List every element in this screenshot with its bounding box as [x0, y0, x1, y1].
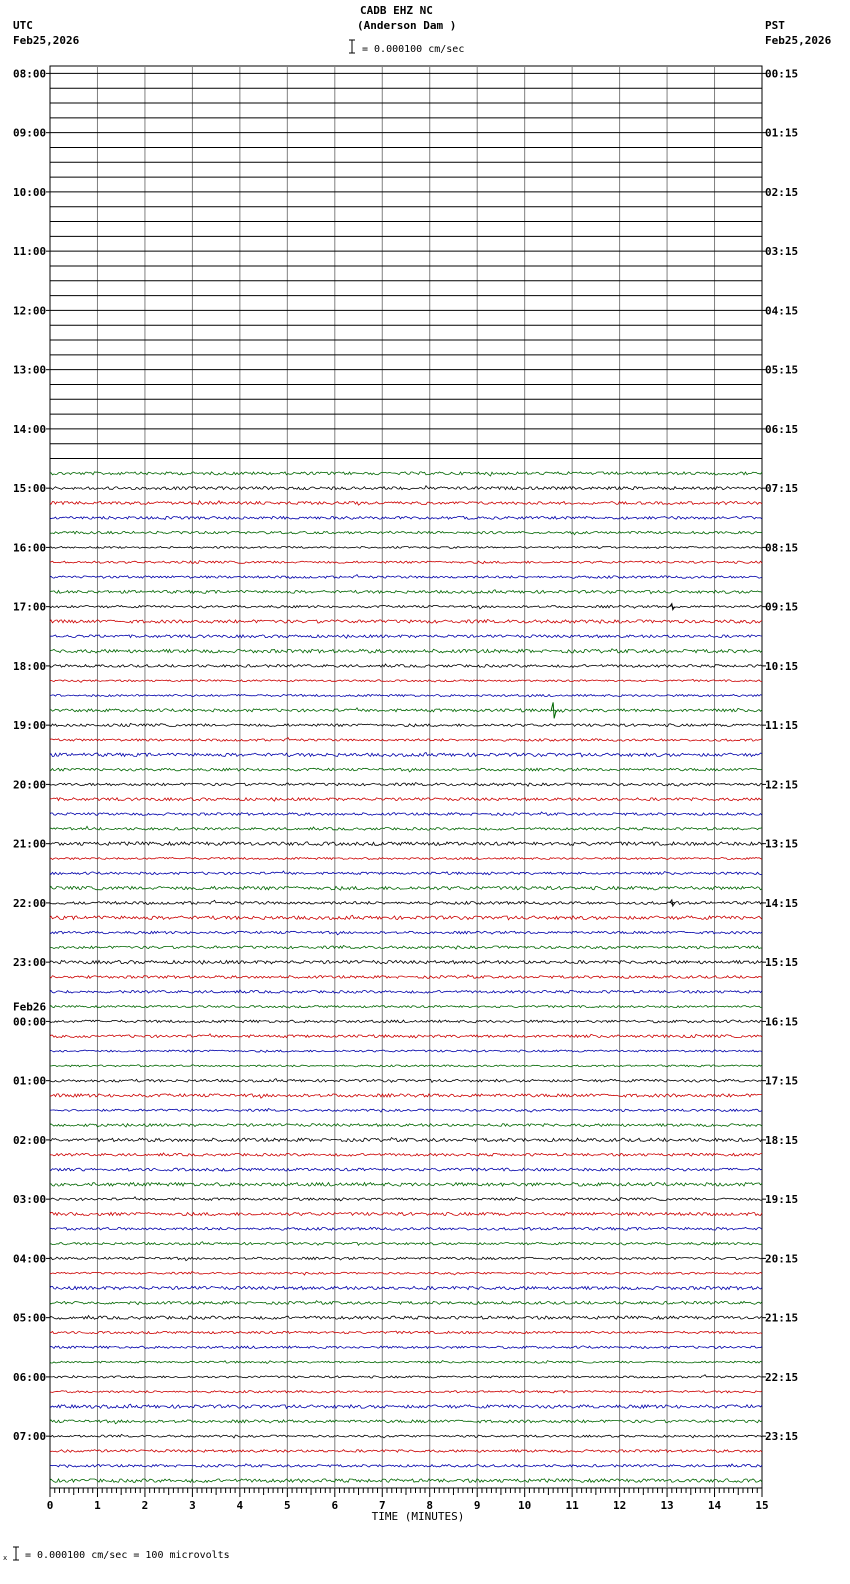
trace-row — [50, 975, 762, 978]
trace-row — [50, 946, 762, 950]
trace-row — [50, 1079, 762, 1083]
utc-hour-label: 00:00 — [13, 1015, 47, 1029]
trace-row — [50, 798, 762, 801]
x-tick-label: 8 — [426, 1499, 434, 1512]
x-tick-label: 6 — [331, 1499, 339, 1512]
pst-hour-label: 04:15 — [765, 304, 799, 318]
trace-row — [50, 679, 762, 682]
utc-hour-label: 22:00 — [13, 896, 47, 910]
trace-row — [50, 1420, 762, 1424]
pst-hour-label: 17:15 — [765, 1074, 799, 1088]
pst-hour-label: 23:15 — [765, 1430, 799, 1444]
pst-start-date: Feb25,2026 — [765, 34, 832, 47]
trace-row — [50, 1450, 762, 1453]
svg-text:x: x — [3, 1554, 8, 1562]
trace-row — [50, 915, 762, 920]
trace-row — [50, 1005, 762, 1008]
trace-row — [50, 1361, 762, 1364]
trace-row — [50, 1434, 762, 1438]
x-tick-label: 11 — [565, 1499, 579, 1512]
trace-row — [50, 1050, 762, 1053]
pst-hour-label: 07:15 — [765, 482, 799, 496]
x-tick-label: 7 — [378, 1499, 386, 1512]
station-location: (Anderson Dam ) — [357, 19, 457, 32]
trace-row — [50, 1168, 762, 1171]
trace-row — [50, 561, 762, 564]
x-axis-label: TIME (MINUTES) — [371, 1510, 465, 1523]
x-tick-label: 5 — [284, 1499, 291, 1512]
trace-row — [50, 472, 762, 476]
trace-row — [50, 1346, 762, 1349]
trace-row — [50, 1391, 762, 1393]
pst-hour-label: 14:15 — [765, 896, 799, 910]
utc-date-change-label: Feb26 — [13, 1000, 47, 1014]
x-tick-label: 9 — [473, 1499, 481, 1512]
trace-row — [50, 1020, 762, 1023]
trace-row — [50, 1404, 762, 1408]
pst-hour-label: 11:15 — [765, 719, 799, 733]
utc-hour-label: 09:00 — [13, 126, 47, 140]
utc-hour-label: 01:00 — [13, 1074, 47, 1088]
pst-hour-label: 01:15 — [765, 126, 799, 140]
x-tick-label: 0 — [46, 1499, 54, 1512]
trace-row — [50, 738, 762, 742]
trace-row — [50, 768, 762, 772]
utc-hour-label: 12:00 — [13, 304, 47, 318]
x-tick-label: 1 — [94, 1499, 101, 1512]
trace-row — [50, 664, 762, 667]
trace-row — [50, 708, 762, 712]
trace-row — [50, 931, 762, 935]
utc-hour-label: 20:00 — [13, 778, 47, 792]
trace-row — [50, 1138, 762, 1142]
trace-row — [50, 1197, 762, 1201]
trace-row — [50, 990, 762, 993]
utc-hour-label: 06:00 — [13, 1370, 47, 1384]
scale-label: = 0.000100 cm/sec — [362, 44, 465, 55]
trace-row — [50, 606, 762, 609]
trace-row — [50, 1479, 762, 1482]
utc-hour-label: 03:00 — [13, 1193, 47, 1207]
utc-hour-label: 13:00 — [13, 363, 47, 377]
label-layer — [13, 67, 798, 1523]
trace-row — [50, 886, 762, 890]
pst-hour-label: 09:15 — [765, 600, 799, 614]
trace-row — [50, 649, 762, 653]
trace-row — [50, 1286, 762, 1289]
x-tick-label: 2 — [141, 1499, 149, 1512]
x-tick-label: 12 — [612, 1499, 627, 1512]
pst-hour-label: 03:15 — [765, 245, 799, 259]
utc-hour-label: 23:00 — [13, 956, 47, 970]
trace-row — [50, 1242, 762, 1246]
trace-row — [50, 1124, 762, 1127]
pst-hour-label: 16:15 — [765, 1015, 799, 1029]
pst-hour-label: 19:15 — [765, 1193, 799, 1207]
pst-hour-label: 15:15 — [765, 956, 799, 970]
plot-frame — [50, 66, 762, 1488]
utc-hour-label: 21:00 — [13, 837, 47, 851]
trace-row — [50, 1257, 762, 1261]
pst-hour-label: 02:15 — [765, 185, 799, 199]
trace-row — [50, 871, 762, 875]
trace-row — [50, 590, 762, 594]
utc-hour-label: 05:00 — [13, 1311, 47, 1325]
pst-hour-label: 21:15 — [765, 1311, 799, 1325]
trace-row — [50, 723, 762, 726]
trace-row — [50, 620, 762, 624]
trace-row — [50, 1212, 762, 1215]
trace-row — [50, 753, 762, 757]
trace-row — [50, 575, 762, 579]
trace-row — [50, 858, 762, 860]
plot-grid — [46, 66, 766, 1497]
utc-hour-label: 04:00 — [13, 1252, 47, 1266]
footer-scale-bar-icon — [3, 1545, 23, 1563]
utc-hour-label: 11:00 — [13, 245, 47, 259]
trace-row — [50, 486, 762, 490]
trace-row — [50, 1109, 762, 1113]
trace-row — [50, 1094, 762, 1098]
trace-row — [50, 812, 762, 815]
utc-hour-label: 17:00 — [13, 600, 47, 614]
trace-layer — [50, 472, 762, 1483]
trace-row — [50, 1034, 762, 1038]
pst-hour-label: 20:15 — [765, 1252, 799, 1266]
trace-row — [50, 783, 762, 787]
x-tick-label: 10 — [518, 1499, 532, 1512]
trace-row — [50, 501, 762, 505]
trace-row — [50, 694, 762, 696]
station-title: CADB EHZ NC — [360, 4, 433, 17]
x-tick-label: 14 — [707, 1499, 722, 1512]
x-tick-label: 3 — [189, 1499, 196, 1512]
utc-start-date: Feb25,2026 — [13, 34, 80, 47]
event-spike — [670, 604, 675, 610]
utc-hour-label: 08:00 — [13, 67, 47, 81]
trace-row — [50, 1153, 762, 1156]
utc-hour-label: 07:00 — [13, 1430, 47, 1444]
trace-row — [50, 635, 762, 638]
utc-hour-label: 10:00 — [13, 185, 47, 199]
trace-row — [50, 900, 762, 904]
utc-hour-label: 15:00 — [13, 482, 47, 496]
trace-row — [50, 1301, 762, 1305]
pst-hour-label: 18:15 — [765, 1133, 799, 1147]
footer-scale-label: = 0.000100 cm/sec = 100 microvolts — [25, 1550, 230, 1561]
x-tick-label: 13 — [660, 1499, 674, 1512]
trace-row — [50, 1183, 762, 1187]
utc-hour-label: 16:00 — [13, 541, 47, 555]
pst-hour-label: 22:15 — [765, 1370, 799, 1384]
trace-row — [50, 1227, 762, 1230]
x-tick-label: 15 — [755, 1499, 769, 1512]
trace-row — [50, 842, 762, 846]
pst-hour-label: 08:15 — [765, 541, 799, 555]
pst-zone-label: PST — [765, 19, 785, 32]
pst-hour-label: 05:15 — [765, 363, 799, 377]
trace-row — [50, 961, 762, 965]
x-tick-label: 4 — [236, 1499, 244, 1512]
utc-hour-label: 18:00 — [13, 659, 47, 673]
trace-row — [50, 531, 762, 535]
trace-row — [50, 1065, 762, 1067]
trace-row — [50, 1331, 762, 1334]
utc-hour-label: 19:00 — [13, 719, 47, 733]
utc-hour-label: 14:00 — [13, 422, 47, 436]
pst-hour-label: 12:15 — [765, 778, 799, 792]
trace-row — [50, 1316, 762, 1320]
pst-hour-label: 00:15 — [765, 67, 799, 81]
pst-hour-label: 06:15 — [765, 422, 799, 436]
utc-hour-label: 02:00 — [13, 1133, 47, 1147]
pst-hour-label: 13:15 — [765, 837, 799, 851]
trace-row — [50, 547, 762, 549]
trace-row — [50, 1464, 762, 1468]
trace-row — [50, 1375, 762, 1378]
trace-row — [50, 1272, 762, 1276]
pst-hour-label: 10:15 — [765, 659, 799, 673]
trace-row — [50, 826, 762, 830]
trace-row — [50, 516, 762, 519]
utc-zone-label: UTC — [13, 19, 33, 32]
